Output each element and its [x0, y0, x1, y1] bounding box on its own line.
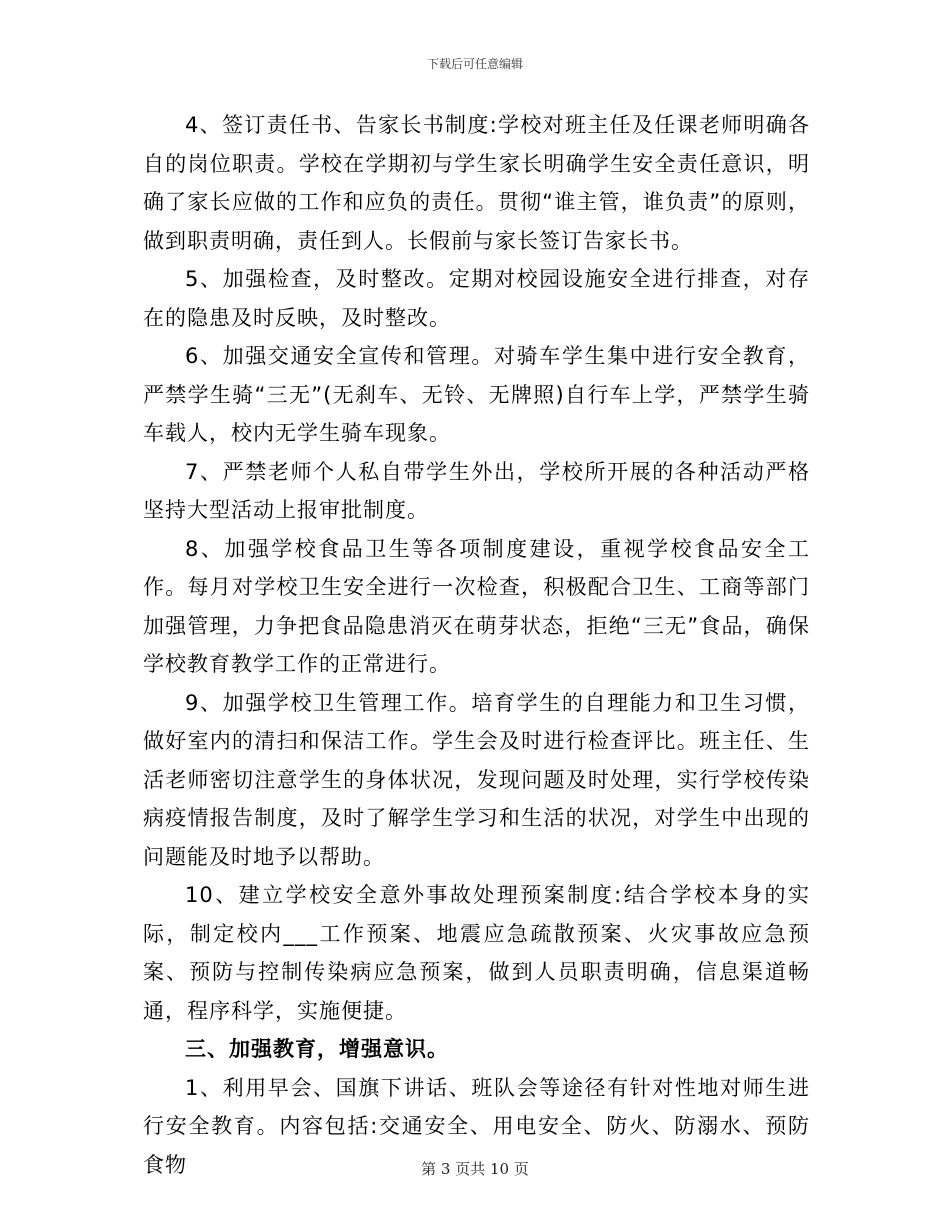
- paragraph-section3-item-1: 1、利用早会、国旗下讲话、班队会等途径有针对性地对师生进行安全教育。内容包括:交通安全、用电安全、防火、防溺水、预防食物: [143, 1075, 810, 1177]
- paragraph-item-10: 10、建立学校安全意外事故处理预案制度:结合学校本身的实际，制定校内___工作预案、地震应急疏散预案、火灾事故应急预案、预防与控制传染病应急预案，做到人员职责明确，信息渠道畅通，程序科学，实施便捷。: [143, 883, 810, 1023]
- document-body: [143, 106, 810, 1184]
- page-footer: 第 3 页共 10 页: [421, 1160, 529, 1178]
- section-heading: 三、加强教育，增强意识。: [185, 1037, 449, 1061]
- paragraph-item-6: 6、加强交通安全宣传和管理。对骑车学生集中进行安全教育，严禁学生骑“三无”(无刹车、无铃、无牌照)自行车上学，严禁学生骑车载人，校内无学生骑车现象。: [143, 344, 810, 445]
- paragraph-item-7: 7、严禁老师个人私自带学生外出，学校所开展的各种活动严格坚持大型活动上报审批制度。: [143, 459, 810, 522]
- paragraph-item-9: 9、加强学校卫生管理工作。培育学生的自理能力和卫生习惯，做好室内的清扫和保洁工作。学生会及时进行检查评比。班主任、生活老师密切注意学生的身体状况，发现问题及时处理，实行学校传染病疫情报告制度，及时了解学生学习和生活的状况，对学生中出现的问题能及时地予以帮助。: [143, 690, 810, 869]
- paragraph-item-5: 5、加强检查，及时整改。定期对校园设施安全进行排查，对存在的隐患及时反映，及时整改。: [143, 267, 810, 330]
- page-header: 下载后可任意编辑: [426, 57, 523, 71]
- paragraph-item-4: 4、签订责任书、告家长书制度:学校对班主任及任课老师明确各自的岗位职责。学校在学期初与学生家长明确学生安全责任意识，明确了家长应做的工作和应负的责任。贯彻“谁主管，谁负责”的原则，做到职责明确，责任到人。长假前与家长签订告家长书。: [143, 113, 810, 253]
- paragraph-item-8: 8、加强学校食品卫生等各项制度建设，重视学校食品安全工作。每月对学校卫生安全进行一次检查，积极配合卫生、工商等部门加强管理，力争把食品隐患消灭在萌芽状态，拒绝“三无”食品，确保学校教育教学工作的正常进行。: [143, 536, 810, 676]
